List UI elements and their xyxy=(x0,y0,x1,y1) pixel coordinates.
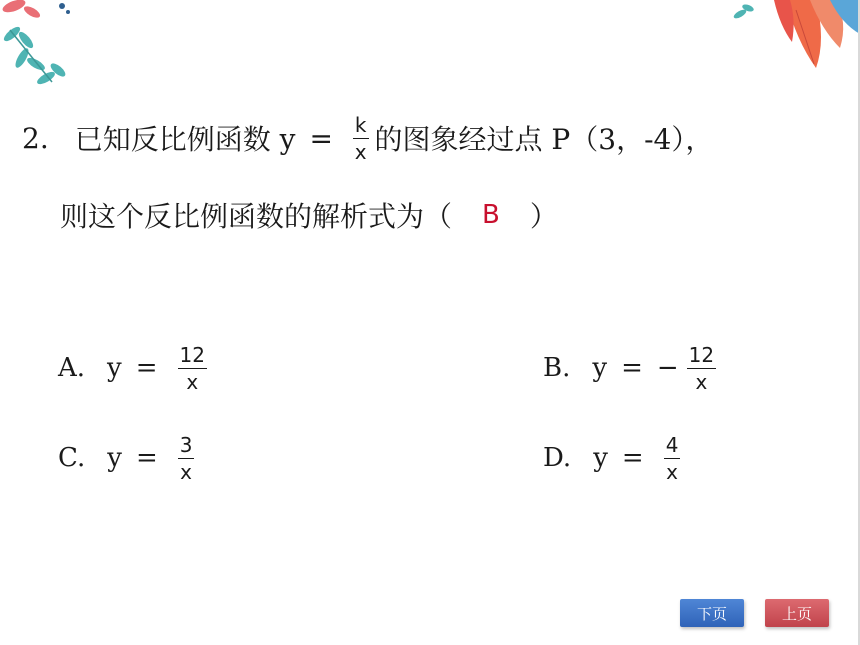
leaf-decoration-top-left xyxy=(0,0,80,95)
option-numerator: 12 xyxy=(688,342,715,367)
option-equals: = xyxy=(621,443,644,473)
option-equals: = xyxy=(135,353,158,383)
answer-text: B xyxy=(482,200,500,230)
fraction-denominator: x xyxy=(354,139,367,164)
option-lhs: y xyxy=(593,443,608,473)
fraction-numerator: k xyxy=(354,112,367,137)
previous-page-button[interactable]: 上页 xyxy=(765,599,829,627)
option-fraction xyxy=(664,432,681,484)
option-letter: C. xyxy=(58,443,86,473)
question-line2-text: 则这个反比例函数的解析式为（ xyxy=(60,200,453,233)
option-denominator: x xyxy=(695,369,708,394)
option-fraction xyxy=(178,342,207,394)
question-line-1 xyxy=(22,103,713,173)
equals-sign: = xyxy=(309,121,333,155)
option-letter: D. xyxy=(543,443,572,473)
question-after-fraction: 的图象经过点 P（3，-4）， xyxy=(374,123,714,156)
option-lhs: y xyxy=(107,443,122,473)
question-line2-close: ） xyxy=(529,200,558,233)
question-number: 2. xyxy=(22,121,49,155)
question-intro: 已知反比例函数 y xyxy=(74,123,296,156)
leaf-decoration-top-right xyxy=(730,0,860,75)
option-denominator: x xyxy=(180,459,193,484)
option-letter: B. xyxy=(543,353,571,383)
option-equals: = xyxy=(621,353,643,383)
option-fraction xyxy=(178,432,195,484)
option-lhs: y xyxy=(592,353,608,383)
option-lhs: y xyxy=(107,353,122,383)
option-minus-sign: − xyxy=(656,353,679,383)
option-numerator: 12 xyxy=(179,342,205,367)
option-numerator: 3 xyxy=(179,432,193,457)
option-letter: A. xyxy=(58,353,86,383)
next-page-button[interactable]: 下页 xyxy=(680,599,744,627)
option-b xyxy=(543,338,722,398)
option-denominator: x xyxy=(186,369,199,394)
fraction-k-over-x xyxy=(353,112,369,164)
option-d xyxy=(543,428,686,488)
option-a xyxy=(58,338,213,398)
question-line-2 xyxy=(60,195,558,235)
option-fraction xyxy=(687,342,716,394)
option-c xyxy=(58,428,200,488)
option-numerator: 4 xyxy=(665,432,679,457)
option-equals: = xyxy=(135,443,158,473)
option-denominator: x xyxy=(666,459,678,484)
